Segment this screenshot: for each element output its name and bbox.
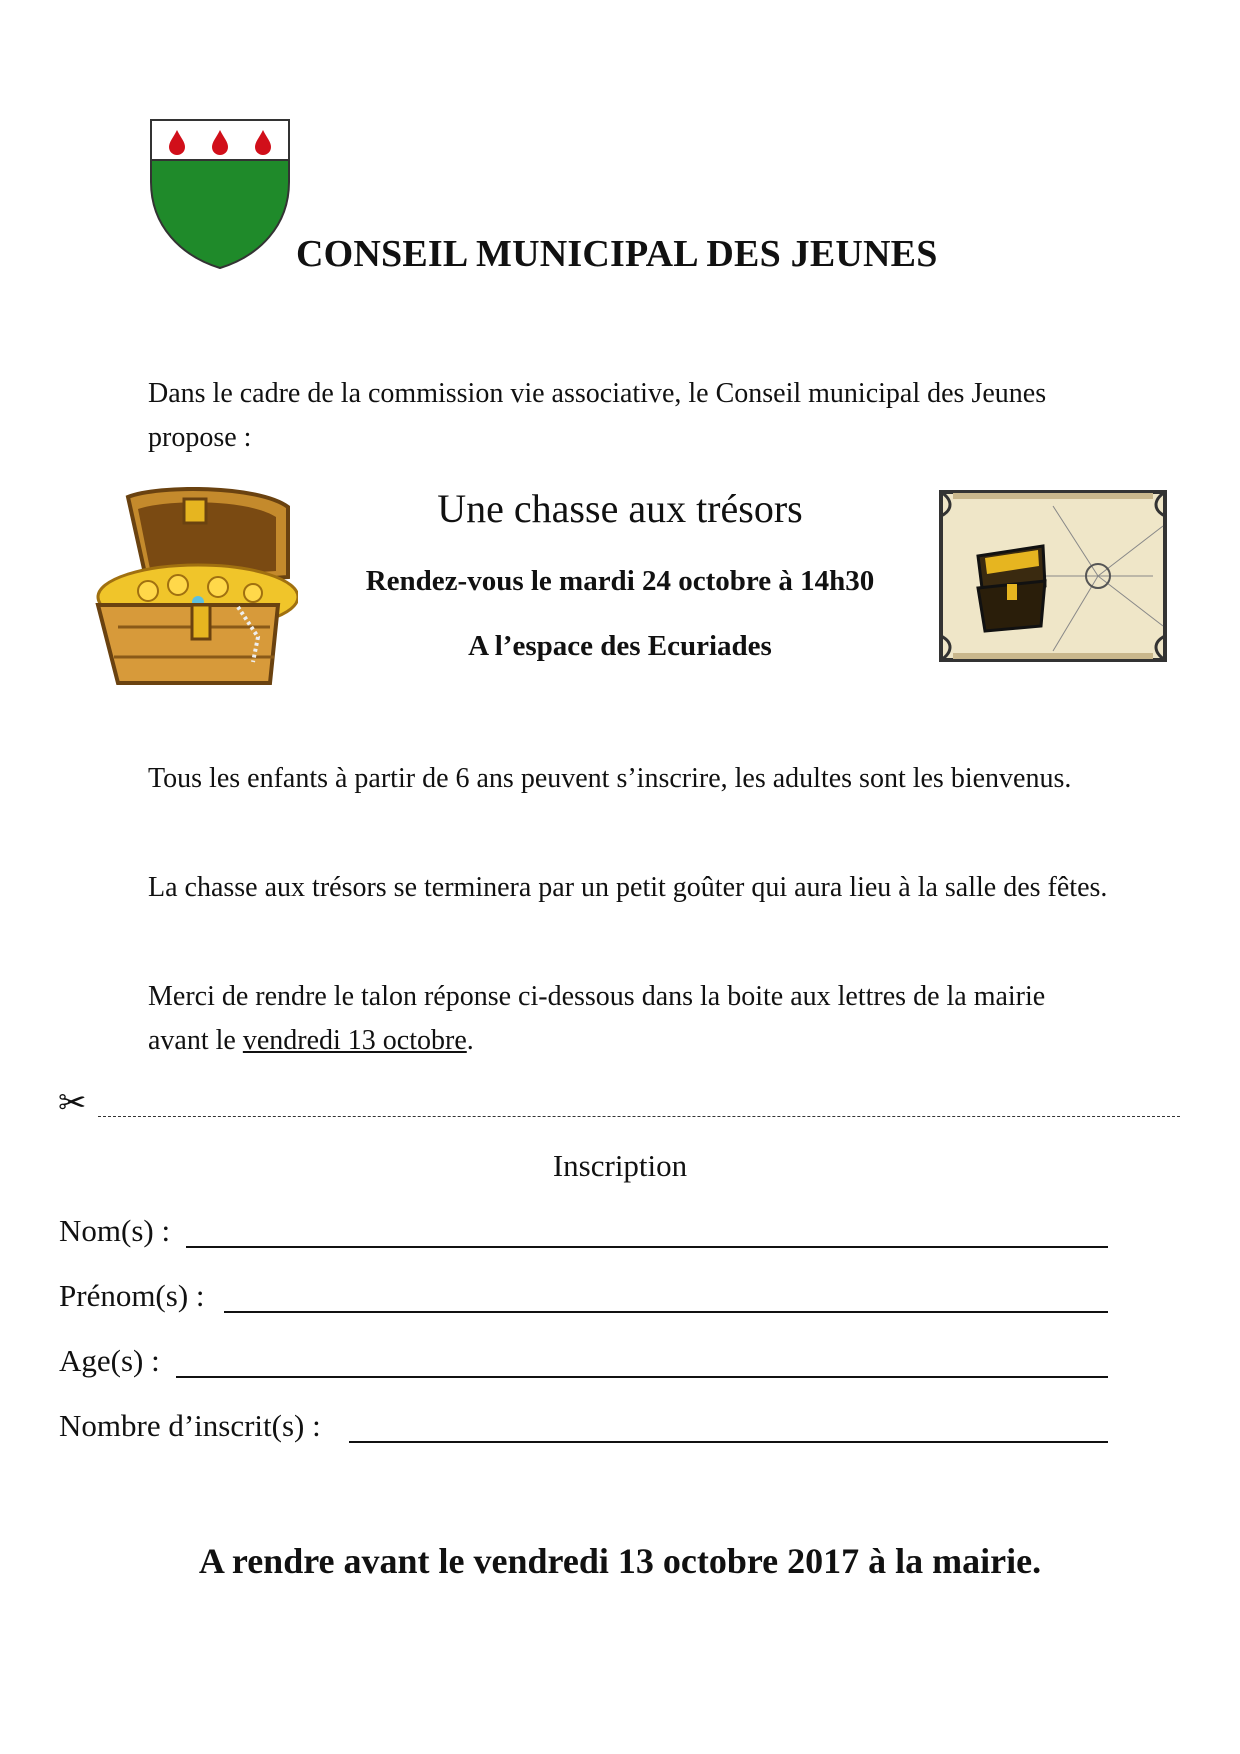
body-paragraph-3 bbox=[148, 975, 1108, 1063]
body-paragraph-2: La chasse aux trésors se terminera par un petit goûter qui aura lieu à la salle des fêtes. bbox=[148, 872, 1108, 903]
event-date: Rendez-vous le mardi 24 octobre à 14h30 bbox=[365, 565, 875, 597]
event-title: Une chasse aux trésors bbox=[437, 486, 803, 531]
form-field-prenom bbox=[59, 1278, 205, 1314]
age-input-line[interactable] bbox=[176, 1376, 1108, 1378]
scissors-icon: ✂ bbox=[58, 1083, 87, 1123]
body-paragraph-3-end: . bbox=[466, 1025, 474, 1056]
page-title: CONSEIL MUNICIPAL DES JEUNES bbox=[296, 233, 938, 275]
deadline-date: vendredi 13 octobre bbox=[242, 1025, 467, 1056]
nombre-inscrits-input-line[interactable] bbox=[349, 1441, 1108, 1443]
form-field-age bbox=[59, 1343, 160, 1379]
nom-input-line[interactable] bbox=[186, 1246, 1108, 1248]
footer-note: A rendre avant le vendredi 13 octobre 2017 à la mairie. bbox=[198, 1541, 1042, 1581]
field-label: Nom(s) : bbox=[59, 1213, 171, 1248]
form-field-nom bbox=[59, 1213, 170, 1249]
field-label: Prénom(s) : bbox=[59, 1278, 205, 1313]
intro-paragraph: Dans le cadre de la commission vie associative, le Conseil municipal des Jeunes propose : bbox=[148, 378, 1047, 453]
crest-icon bbox=[149, 118, 291, 270]
body-paragraph-3-text: Merci de rendre le talon réponse ci-dessous dans la boite aux lettres de la mairie avant le bbox=[148, 981, 1046, 1056]
form-title: Inscription bbox=[552, 1148, 688, 1183]
prenom-input-line[interactable] bbox=[224, 1311, 1108, 1313]
field-label: Age(s) : bbox=[59, 1343, 160, 1378]
form-field-nombre-inscrits bbox=[59, 1408, 321, 1444]
body-paragraph-1: Tous les enfants à partir de 6 ans peuvent s’inscrire, les adultes sont les bienvenus. bbox=[148, 763, 1072, 794]
event-place: A l’espace des Ecuriades bbox=[468, 630, 772, 662]
field-label: Nombre d’inscrit(s) : bbox=[59, 1408, 321, 1443]
cut-line bbox=[98, 1116, 1180, 1117]
